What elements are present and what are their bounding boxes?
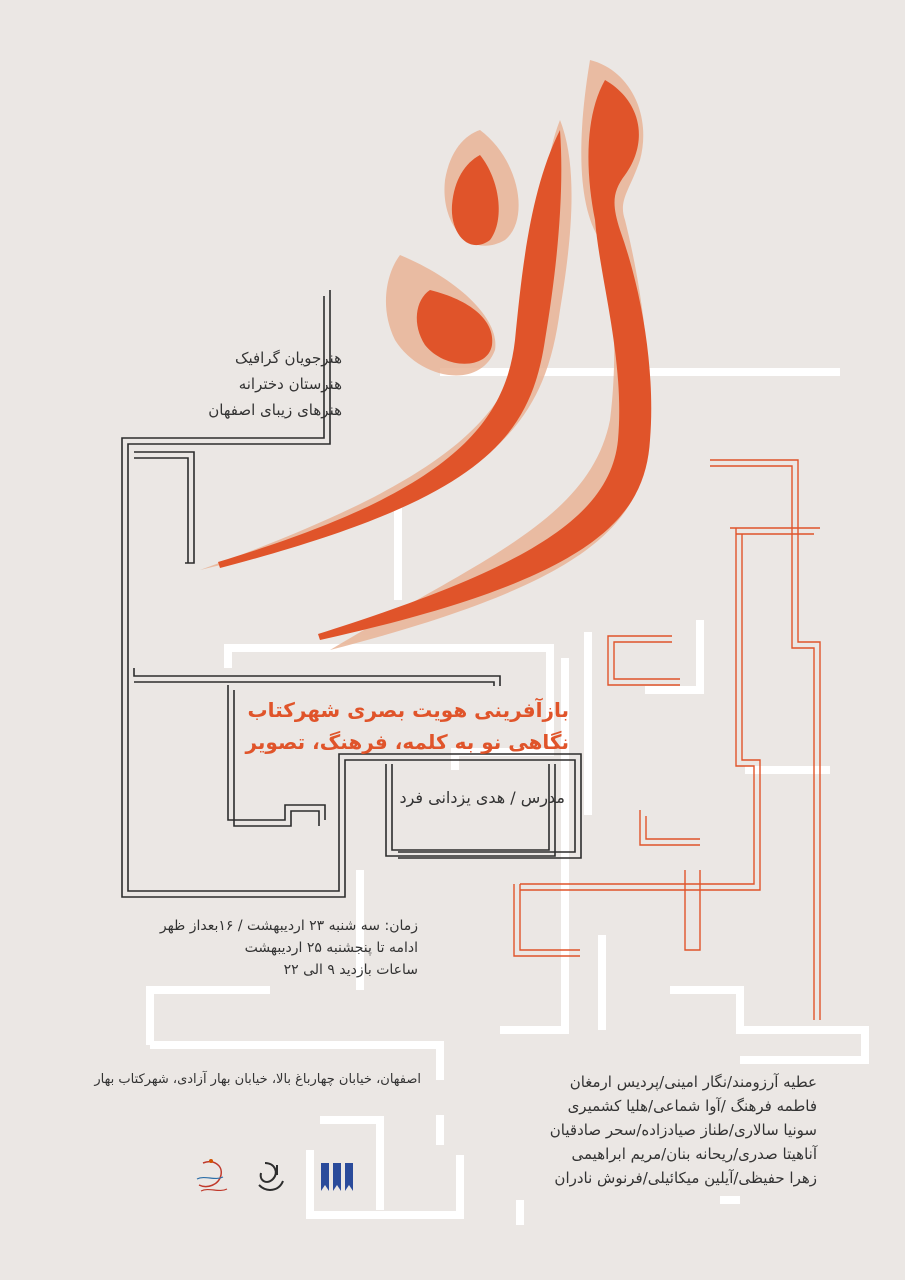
exhibition-subtitle [245,694,569,758]
school-line-3: هنرهای زیبای اصفهان [208,401,342,419]
school-line-2: هنرستان دخترانه [238,375,342,393]
school-logo [197,1159,227,1191]
subtitle-line-2: نگاهی نو به کلمه، فرهنگ، تصویر [245,730,569,754]
student-row: عطیه آرزومند/نگار امینی/پردیس ارمغان [569,1073,817,1091]
logo-strip [193,1155,363,1200]
venue-address: اصفهان، خیابان چهارباغ بالا، خیابان بهار آزادی، شهرکتاب بهار [94,1072,421,1087]
schedule-block [160,915,418,981]
student-row: فاطمه فرهنگ /آوا شماعی/هلیا کشمیری [567,1097,817,1115]
school-line-1: هنرجویان گرافیک [235,349,342,367]
schedule-line-3: ساعات بازدید ۹ الی ۲۲ [283,962,418,978]
instructor-credit: مدرس / هدی یزدانی فرد [399,788,565,807]
student-row: زهرا حفیظی/آیلین میکائیلی/فرنوش نادران [554,1169,817,1187]
student-row: سونیا سالاری/طناز صیادزاده/سحر صادقیان [549,1121,817,1139]
shahreketab-logo [321,1163,353,1191]
student-list [550,1070,817,1190]
schedule-line-1: زمان: سه شنبه ۲۳ اردیبهشت / ۱۶بعداز ظهر [159,918,418,934]
calligraphy-logo [259,1163,283,1190]
school-name-block [208,345,342,423]
student-row: آناهیتا صدری/ریحانه بنان/مریم ابراهیمی [571,1145,817,1163]
subtitle-line-1: بازآفرینی هویت بصری شهرکتاب [247,698,569,722]
schedule-line-2: ادامه تا پنجشنبه ۲۵ اردیبهشت [244,940,418,956]
